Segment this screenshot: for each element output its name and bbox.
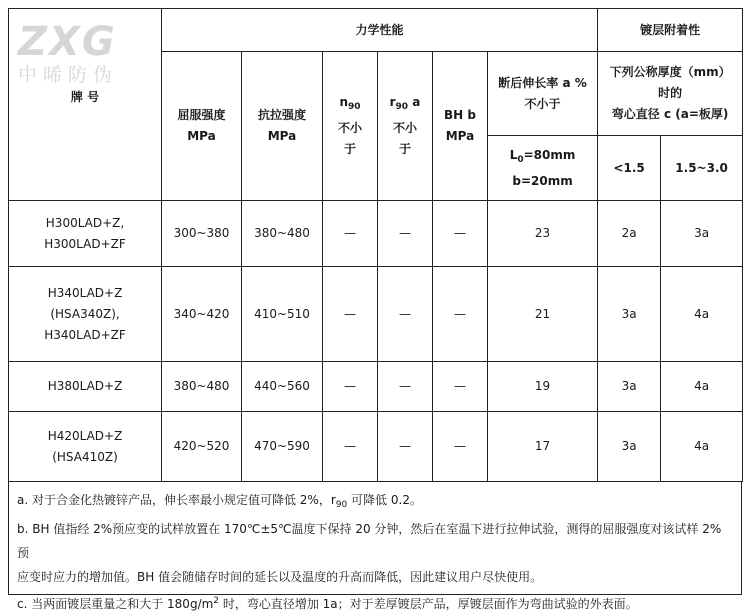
n90-cell: —: [323, 362, 378, 412]
bh-cell: —: [433, 412, 488, 482]
grade-line: H340LAD+Z: [47, 285, 123, 300]
n90-symbol: n: [339, 95, 348, 109]
elongation-header: [488, 52, 598, 136]
elongation-note: 不小于: [524, 96, 561, 111]
header-row-1: [9, 9, 743, 52]
coating-header: 镀层附着性: [598, 9, 743, 52]
bend-large-cell: 4a: [661, 362, 743, 412]
yield-cell: 340~420: [162, 267, 242, 362]
grade-line: (HSA410Z): [52, 449, 118, 464]
n90-cell: —: [323, 267, 378, 362]
grade-line: H340LAD+ZF: [44, 327, 126, 342]
grade-header-cell: [9, 9, 162, 201]
tensile-label: 抗拉强度: [257, 108, 306, 122]
bend-label-2: 时的: [658, 86, 683, 100]
table-row: [9, 412, 743, 482]
grade-line: H300LAD+Z,: [45, 215, 125, 230]
bend-large-cell: 3a: [661, 201, 743, 267]
footnote-b-line-2: 应变时应力的增加值。BH 值会随储存时间的延长以及温度的升高而降低，因此建议用户尽快使用。: [17, 570, 543, 584]
elongation-cell: 19: [488, 362, 598, 412]
grade-line: H380LAD+Z: [47, 379, 123, 393]
footnote-c-text: c. 当两面镀层重量之和大于 180g/m: [17, 597, 214, 611]
n90-cell: —: [323, 412, 378, 482]
grade-cell: [9, 267, 162, 362]
tensile-cell: 440~560: [242, 362, 323, 412]
table-row: [9, 267, 743, 362]
bh-cell: —: [433, 201, 488, 267]
bend-small-cell: 3a: [598, 362, 661, 412]
footnote-a-text-end: 可降低 0.2。: [347, 493, 422, 507]
tensile-header: [242, 52, 323, 201]
grade-cell: [9, 201, 162, 267]
r90-cell: —: [378, 267, 433, 362]
footnote-c-text-end: 时，弯心直径增加 1a；对于差厚镀层产品，厚镀层面作为弯曲试验的外表面。: [219, 597, 638, 611]
footnote-c-superscript: 2: [213, 596, 220, 606]
yield-cell: 380~480: [162, 362, 242, 412]
n90-header: [323, 52, 378, 201]
n90-text-1: 不小: [337, 121, 362, 135]
bend-small-cell: 3a: [598, 267, 661, 362]
r90-symbol: r: [389, 95, 396, 109]
r90-cell: —: [378, 362, 433, 412]
bend-small-cell: 2a: [598, 201, 661, 267]
gauge-l-value: =80mm: [523, 147, 576, 162]
n90-cell: —: [323, 201, 378, 267]
grade-line: (HSA340Z),: [50, 306, 120, 321]
r90-cell: —: [378, 201, 433, 267]
gauge-header: [488, 136, 598, 201]
bend-header: [598, 52, 743, 136]
logo-name: 中晞防伪: [18, 64, 119, 86]
r90-footnote-mark: a: [408, 95, 421, 109]
yield-label: 屈服强度: [177, 108, 226, 122]
r90-subscript: 90: [395, 102, 409, 112]
footnotes: [8, 482, 742, 611]
tensile-unit: MPa: [267, 129, 297, 143]
gauge-b-value: b=20mm: [512, 173, 573, 188]
logo-mark: ZXG: [18, 19, 117, 65]
elongation-label: 断后伸长率 a %: [498, 75, 587, 90]
bh-cell: —: [433, 362, 488, 412]
footnote-a-text: a. 对于合金化热镀锌产品，伸长率最小规定值可降低 2%，r: [17, 493, 336, 507]
tensile-cell: 410~510: [242, 267, 323, 362]
r90-text-1: 不小: [392, 121, 417, 135]
yield-unit: MPa: [187, 129, 216, 143]
elongation-cell: 17: [488, 412, 598, 482]
grade-cell: [9, 362, 162, 412]
bh-unit: MPa: [445, 129, 475, 143]
yield-cell: 420~520: [162, 412, 242, 482]
tensile-cell: 380~480: [242, 201, 323, 267]
grade-cell: [9, 412, 162, 482]
bend-label-1: 下列公称厚度（mm）: [609, 65, 731, 79]
footnote-a-subscript: 90: [335, 500, 348, 510]
r90-text-2: 于: [398, 142, 411, 156]
table-row: [9, 362, 743, 412]
bend-large-cell: 4a: [661, 267, 743, 362]
n90-subscript: 90: [348, 102, 361, 112]
spec-document: [8, 8, 742, 611]
mechanical-header: 力学性能: [162, 9, 598, 52]
grade-line: H300LAD+ZF: [44, 236, 126, 251]
grade-header: 牌 号: [70, 90, 100, 104]
footnote-a: [17, 488, 733, 517]
bh-cell: —: [433, 267, 488, 362]
yield-header: [162, 52, 242, 201]
thickness-small-header: <1.5: [598, 136, 661, 201]
tensile-cell: 470~590: [242, 412, 323, 482]
grade-line: H420LAD+Z: [47, 428, 123, 443]
gauge-l-subscript: 0: [517, 154, 524, 165]
elongation-cell: 23: [488, 201, 598, 267]
bh-header: [433, 52, 488, 201]
bh-label: BH b: [444, 108, 476, 122]
table-row: [9, 201, 743, 267]
r90-cell: —: [378, 412, 433, 482]
thickness-large-header: 1.5~3.0: [661, 136, 743, 201]
n90-text-2: 于: [343, 142, 356, 156]
gauge-l-symbol: L: [509, 147, 518, 162]
spec-table: [8, 8, 743, 482]
bend-small-cell: 3a: [598, 412, 661, 482]
bend-label-3: 弯心直径 c (a=板厚): [611, 107, 729, 121]
elongation-cell: 21: [488, 267, 598, 362]
footnote-b-line-1: b. BH 值指经 2%预应变的试样放置在 170℃±5℃温度下保持 20 分钟，然后在室温下进行拉伸试验，测得的屈服强度对该试样 2%预: [17, 522, 722, 560]
r90-header: [378, 52, 433, 201]
yield-cell: 300~380: [162, 201, 242, 267]
bend-large-cell: 4a: [661, 412, 743, 482]
